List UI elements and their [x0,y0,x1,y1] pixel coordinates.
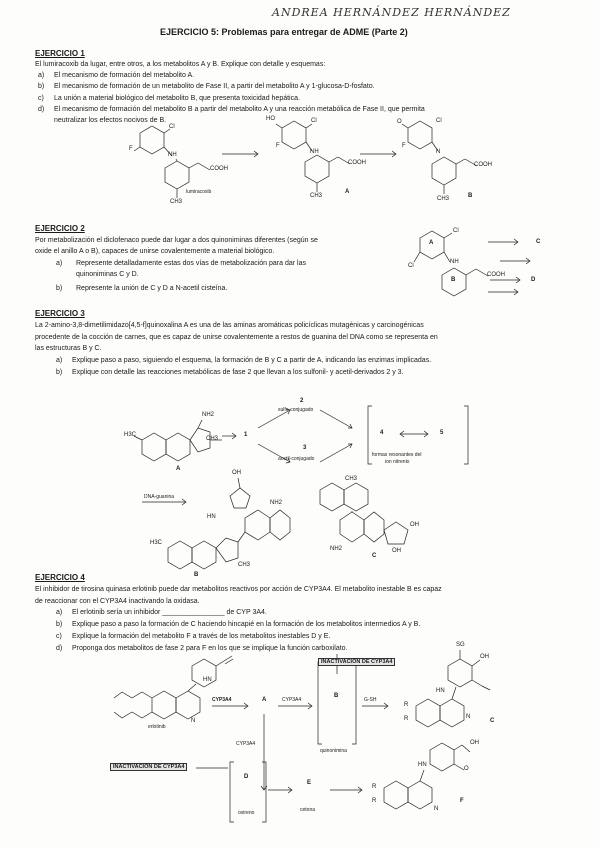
metabolite-a-label: A [262,697,267,703]
ex4-c-hn-label: HN [436,688,445,694]
ex1-b-o-label: O [397,119,402,125]
compound-b-label: B [194,572,199,578]
acetyl-conjugate-label: acetil-conjugado [278,456,315,462]
ex4-sg-label: SG [456,642,465,648]
ex3-c-oh2-label: OH [392,548,401,554]
ex1-item-d-cont: neutralizar los efectos nocivos de B. [54,117,167,124]
ex4-f-r1-label: R [372,784,377,790]
ex3-item-b-label: b) [56,369,63,376]
ex1-item-b-label: b) [38,83,45,90]
ex1-heading: EJERCICIO 1 [35,49,85,58]
metabolite-b-label: B [468,193,473,199]
quinonimine-d-label: D [531,277,536,283]
student-signature: ANDREA HERNÁNDEZ HERNÁNDEZ [272,6,511,19]
metabolite-a-label: A [345,189,350,195]
ex2-nh-label: NH [450,259,459,265]
compound-c-label: C [372,553,377,559]
ex3-b-h3c-label: H3C [150,540,163,546]
ex1-b-ch3-label: CH3 [437,196,450,202]
ex4-f-r2-label: R [372,798,377,804]
ex3-intro-2: procedente de la cocción de carnes, que es capaz de unirse covalentemente a restos de guanina del DNA como se representa en [35,334,438,341]
metabolite-c-label: C [490,718,495,724]
ex4-item-c: Explique la formación del metabolito F a través de los metabolitos inestables D y E. [72,633,331,640]
ex2-cl-bottom: Cl [408,263,414,269]
ex4-item-c-label: c) [56,633,62,640]
ex3-c-oh-label: OH [410,522,419,528]
ex1-b-cooh-label: COOH [474,162,492,168]
ex2-heading: EJERCICIO 2 [35,224,85,233]
compound-a-label: A [176,466,181,472]
lumiracoxib-label: lumiracoxib [186,189,212,195]
ex4-n-label: N [191,718,196,724]
ex3-b-hn-label: HN [207,514,216,520]
metabolite-f-label: F [460,798,464,804]
ex4-c-oh-label: OH [480,654,489,660]
intermediate-4-label: 4 [380,430,384,436]
ex3-intro-1: La 2-amino-3,8-dimetilimidazo[4,5-f]quinoxalina A es una de las aminas aromáticas policíclicas mutagénicas y carcinogénicas [35,322,424,329]
ex1-b-n-label: N [436,149,441,155]
ex1-b-cl-label: Cl [436,118,442,124]
ex1-item-d-label: d) [38,106,45,113]
page-title: EJERCICIO 5: Problemas para entregar de ADME (Parte 2) [160,27,408,37]
ex1-item-c: La unión a material biológico del metabolito B, que presenta toxicidad hepática. [54,95,300,102]
ex3-c-nh2-label: NH2 [330,546,343,552]
ex2-cl-top: Cl [453,228,459,234]
quinonimine-label: quinonimina [320,748,347,754]
ex2-intro-2: oxide el anillo A o B), capaces de unirse covalentemente a material biológico. [35,248,275,255]
ex4-item-a-label: a) [56,609,63,616]
quinonimine-c-label: C [536,239,541,245]
ex4-heading: EJERCICIO 4 [35,573,85,582]
resonance-forms-label: formas resonantes del [372,452,422,458]
ex3-intro-3: las estructuras B y C. [35,345,102,352]
dna-guanine-label: DNA-guanina [144,494,175,500]
cyp3a4-label-1: CYP3A4 [212,697,232,703]
intermediate-5-label: 5 [440,430,444,436]
ex4-f-n-label: N [434,806,439,812]
ex1-item-a-label: a) [38,72,45,79]
ex4-item-d: Proponga dos metabolitos de fase 2 para F en los que se implique la función carboxilato. [72,645,348,652]
ex4-item-b-label: b) [56,621,63,628]
ex1-cooh-label: COOH [210,166,228,172]
cyp3a4-label-3: CYP3A4 [236,741,256,747]
ex1-a-cooh-label: COOH [348,160,366,166]
ex3-heading: EJERCICIO 3 [35,309,85,318]
ex4-intro-1: El inhibidor de tirosina quinasa erlotinib puede dar metabolitos reactivos por acción de CYP3A4. El metabolito inestable B es capaz [35,586,442,593]
inactivation-tag-left: INACTIVACIÓN DE CYP3A4 [110,763,187,771]
ex1-a-nh-label: NH [310,149,319,155]
ex4-item-b: Explique paso a paso la formación de C haciendo hincapié en la formación de los metabolitos intermedios A y B. [72,621,421,628]
ex3-ch3-label: CH3 [206,436,219,442]
ex1-item-d: El mecanismo de formación del metabolito B a partir del metabolito A y una reacción metabólica de Fase II, que permita [54,106,425,113]
ring-a-label: A [429,240,434,246]
ex3-h3c-label: H3C [124,432,137,438]
ex3-b-nh2-label: NH2 [270,500,283,506]
ex3-item-a: Explique paso a paso, siguiendo el esquema, la formación de B y C a partir de A, indicando las enzimas implicadas. [72,357,432,364]
ex2-intro-1: Por metabolización el diclofenaco puede dar lugar a dos quinoniminas diferentes (según se [35,237,318,244]
ex1-a-cl-label: Cl [311,118,317,124]
ex3-b-oh-label: OH [232,470,241,476]
metabolite-e-label: E [307,780,312,786]
ex3-c-ch3-label: CH3 [345,476,358,482]
ex1-item-a: El mecanismo de formación del metabolito A. [54,72,195,79]
ex4-intro-2: de reaccionar con el CYP3A4 inactivando la oxidasa. [35,598,200,605]
ex1-nh-label: NH [168,152,177,158]
ex4-f-o-label: O [464,766,469,772]
ex4-f-hn-label: HN [418,762,427,768]
ex3-nh2-label: NH2 [202,412,215,418]
ex4-item-a: El erlotinib sería un inhibidor ________________ de CYP 3A4. [72,609,267,616]
nitrenium-ion-label: ion nitrenio [385,459,410,465]
ex1-ch3-label: CH3 [170,199,183,205]
ex2-item-b-label: b) [56,285,63,292]
ex4-f-oh-label: OH [470,740,479,746]
ex3-b-ch3-label: CH3 [238,562,251,568]
intermediate-3-label: 3 [303,445,307,451]
ex4-hn-label: HN [203,677,212,683]
ring-b-label: B [451,277,456,283]
erlotinib-label: erlotinib [148,724,166,730]
ex1-intro: El lumiracoxib da lugar, entre otros, a los metabolitos A y B. Explique con detalle y esquemas: [35,61,326,68]
ex1-a-ho-label: HO [266,116,275,122]
ex4-c-n-label: N [466,714,471,720]
ex1-item-c-label: c) [38,95,44,102]
ex2-item-a: Represente detalladamente estas dos vías de metabolización para dar las [76,260,306,267]
ex1-b-f-label: F [402,143,406,149]
ex3-item-a-label: a) [56,357,63,364]
oxireno-label: oxireno [238,810,255,816]
ex2-cooh-label: COOH [487,272,505,278]
metabolite-b-label: B [334,693,339,699]
ex1-f-label: F [129,146,133,152]
ex1-a-f-label: F [276,143,280,149]
intermediate-2-label: 2 [300,398,304,404]
ex1-item-b: El mecanismo de formación de un metabolito de Fase II, a partir del metabolito A y 1-glucosa-D-fosfato. [54,83,375,90]
ex2-item-a-cont: quinoniminas C y D. [76,271,139,278]
ex3-item-b: Explique con detalle las reacciones metabólicas de fase 2 que llevan a los sulfonil- y acetil-derivados 2 y 3. [72,369,404,376]
gsh-label: G-SH [364,697,377,703]
ex4-item-d-label: d) [56,645,63,652]
ex2-item-b: Represente la unión de C y D a N-acetil cisteína. [76,285,228,292]
ex2-item-a-label: a) [56,260,63,267]
cyp3a4-label-2: CYP3A4 [282,697,302,703]
intermediate-1-label: 1 [244,432,248,438]
ex1-a-ch3-label: CH3 [310,193,323,199]
ex4-c-r2-label: R [404,716,409,722]
inactivation-tag-top: INACTIVACIÓN DE CYP3A4 [318,658,395,666]
metabolite-d-label: D [244,774,249,780]
ex4-c-r1-label: R [404,702,409,708]
cetona-label: cetona [300,807,316,813]
ex1-cl-label: Cl [169,124,175,130]
sulfo-conjugate-label: sulfo-conjugado [278,407,314,413]
